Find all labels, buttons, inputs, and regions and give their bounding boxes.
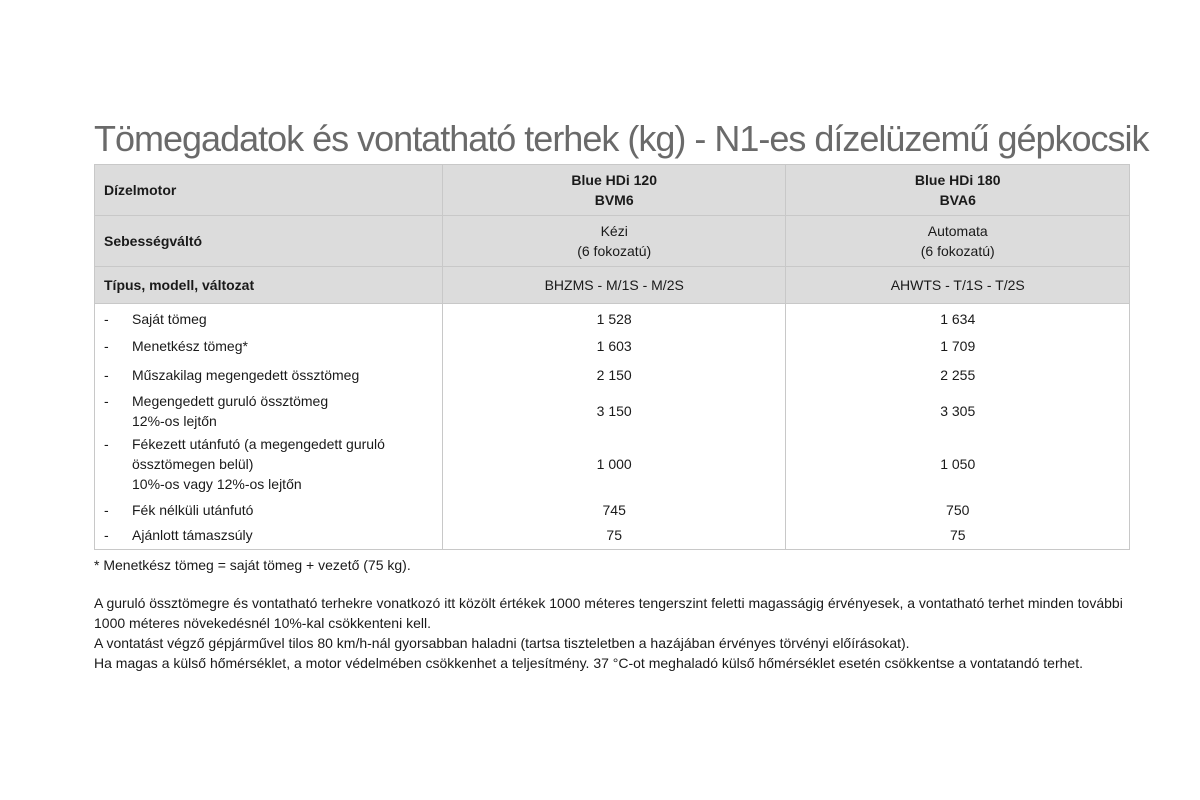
row-label-line: 10%-os vagy 12%-os lejtőn xyxy=(132,475,302,492)
value-cell: 745 xyxy=(442,496,786,524)
header-row-gearbox xyxy=(95,216,1130,267)
row-label-text xyxy=(132,391,432,431)
table-row xyxy=(95,432,1130,496)
table-row xyxy=(95,304,1130,332)
row-dash: - xyxy=(104,435,109,452)
value-cell: 1 050 xyxy=(786,432,1130,496)
value-cell: 3 305 xyxy=(786,390,1130,432)
row-label-line: 12%-os lejtőn xyxy=(132,412,217,429)
row-label-line: össztömegen belül) xyxy=(132,455,254,472)
row-dash: - xyxy=(104,337,109,354)
table-row xyxy=(95,496,1130,524)
row-label-text xyxy=(132,365,432,385)
value-cell: 75 xyxy=(442,524,786,550)
header-cell xyxy=(442,165,786,216)
table-row xyxy=(95,390,1130,432)
table-row xyxy=(95,360,1130,390)
note-paragraph: A guruló össztömegre és vontatható terhekre vonatkozó itt közölt értékek 1000 méteres tengerszint feletti magasságig érvényesek, a vontatható terhet minden további 1000 méteres növekedésnél 10%-kal csökkenteni kell. xyxy=(94,595,1123,631)
header-cell-line: Blue HDi 120 xyxy=(571,172,657,188)
row-dash: - xyxy=(104,311,109,328)
table-row xyxy=(95,524,1130,550)
header-label: Sebességváltó xyxy=(95,216,443,267)
row-label xyxy=(95,524,443,550)
row-label-line: Menetkész tömeg* xyxy=(132,337,248,354)
value-cell: 2 255 xyxy=(786,360,1130,390)
header-cell xyxy=(786,216,1130,267)
note-paragraph: A vontatást végző gépjárművel tilos 80 km/h-nál gyorsabban haladni (tartsa tiszteletben a hazájában érvényes törvényi előírásokat). xyxy=(94,635,910,651)
value-cell: 1 634 xyxy=(786,304,1130,332)
row-label-line: Műszakilag megengedett össztömeg xyxy=(132,366,360,383)
row-label-line: Ajánlott támaszsúly xyxy=(132,527,253,544)
footnote: * Menetkész tömeg = saját tömeg + vezető (75 kg). xyxy=(94,557,411,573)
value-cell: 1 528 xyxy=(442,304,786,332)
row-label xyxy=(95,496,443,524)
row-label-text xyxy=(132,525,432,545)
header-cell-line: (6 fokozatú) xyxy=(920,243,995,259)
header-row-engine xyxy=(95,165,1130,216)
value-cell: 1 603 xyxy=(442,332,786,360)
table-row xyxy=(95,332,1130,360)
header-cell-line: Blue HDi 180 xyxy=(914,172,1001,188)
page-title: Tömegadatok és vontatható terhek (kg) - N1-es dízelüzemű gépkocsik xyxy=(94,118,1149,159)
row-dash: - xyxy=(104,392,109,409)
row-label xyxy=(95,432,443,496)
row-dash: - xyxy=(104,366,109,383)
header-cell xyxy=(786,165,1130,216)
row-label xyxy=(95,332,443,360)
row-label-text xyxy=(132,500,432,520)
notes-block xyxy=(94,593,1134,673)
header-cell-line: AHWTS - T/1S - T/2S xyxy=(890,277,1025,293)
value-cell: 75 xyxy=(786,524,1130,550)
row-label xyxy=(95,360,443,390)
header-cell-line: BHZMS - M/1S - M/2S xyxy=(544,277,684,293)
value-cell: 2 150 xyxy=(442,360,786,390)
header-cell-line: BVA6 xyxy=(939,192,976,208)
header-cell-line: (6 fokozatú) xyxy=(577,243,652,259)
row-label-line: Saját tömeg xyxy=(132,311,207,328)
header-row-type xyxy=(95,267,1130,304)
header-label: Típus, modell, változat xyxy=(95,267,443,304)
row-label-text xyxy=(132,336,432,356)
header-label: Dízelmotor xyxy=(95,165,443,216)
value-cell: 1 000 xyxy=(442,432,786,496)
value-cell: 1 709 xyxy=(786,332,1130,360)
row-label-line: Fékezett utánfutó (a megengedett guruló xyxy=(132,435,385,452)
header-cell-line: BVM6 xyxy=(594,192,634,208)
header-cell xyxy=(786,267,1130,304)
row-label-text xyxy=(132,434,432,494)
header-cell-line: Automata xyxy=(927,223,988,239)
row-label xyxy=(95,390,443,432)
row-dash: - xyxy=(104,501,109,518)
note-paragraph: Ha magas a külső hőmérséklet, a motor védelmében csökkenhet a teljesítmény. 37 °C-ot meghaladó külső hőmérséklet esetén csökkentse a vontatandó terhet. xyxy=(94,655,1083,671)
value-cell: 750 xyxy=(786,496,1130,524)
row-label-line: Fék nélküli utánfutó xyxy=(132,501,254,518)
mass-table xyxy=(94,164,1130,550)
row-label xyxy=(95,304,443,332)
header-cell xyxy=(442,267,786,304)
value-cell: 3 150 xyxy=(442,390,786,432)
row-label-text xyxy=(132,309,432,329)
header-cell-line: Kézi xyxy=(600,223,628,239)
header-cell xyxy=(442,216,786,267)
row-dash: - xyxy=(104,527,109,544)
row-label-line: Megengedett guruló össztömeg xyxy=(132,392,329,409)
